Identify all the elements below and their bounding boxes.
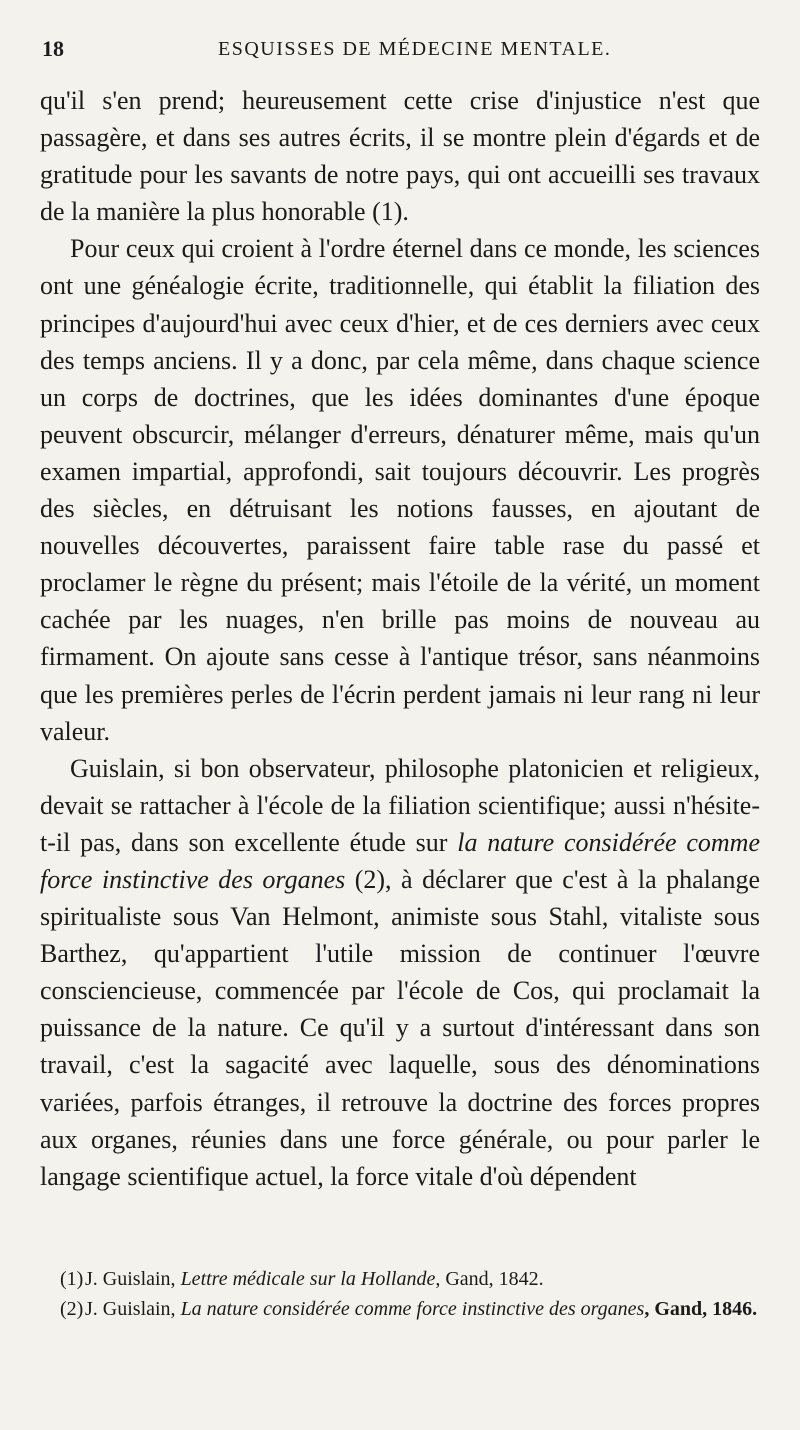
footnote [40, 1294, 760, 1324]
paragraph: qu'il s'en prend; heureusement cette crise d'injustice n'est que passagère, et dans ses autres écrits, il se montre plein d'égards et de gratitude pour les savants de notre pays, qui ont accueilli ses travaux de la manière la plus honorable (1). [40, 86, 760, 227]
paragraph-text: (2), à déclarer que c'est à la phalange spiritualiste sous Van Helmont, animiste sous Stahl, vitaliste sous Barthez, qu'appartient l'utile mission de continuer l'œuvre consciencieuse, commencée par l'école de Cos, qui proclamait la puissance de la nature. Ce qu'il y a surtout d'intéressant dans son travail, c'est la sagacité avec laquelle, sous des dénominations variées, parfois étranges, il retrouve la doctrine des forces propres aux organes, réunies dans une force générale, ou pour parler le langage scientifique actuel, la force vitale d'où dépendent [40, 864, 760, 1191]
footnote-author: J. Guislain, [85, 1268, 176, 1290]
running-head [40, 28, 760, 72]
italic-title: la nature considérée comme force instinctive des organes [40, 827, 760, 894]
footnote-title: Lettre médicale sur la Hollande [180, 1268, 436, 1290]
footnote-mark: (1) [60, 1268, 84, 1290]
footnote-title: La nature considérée comme force instinctive des organes [180, 1298, 645, 1320]
paragraph-text: Guislain, si bon observateur, philosophe platonicien et religieux, devait se rattacher à l'école de la filiation scientifique; aussi n'hésite-t-il pas, dans son excellente étude sur [40, 753, 760, 857]
page-number: 18 [42, 36, 64, 61]
body-text [40, 82, 760, 1195]
footnotes [40, 1264, 760, 1324]
footnote-rest: , Gand, 1846. [644, 1298, 758, 1320]
footnote-rest: , Gand, 1842. [435, 1268, 544, 1290]
paragraph [40, 750, 760, 1195]
running-title: ESQUISSES DE MÉDECINE MENTALE. [218, 38, 612, 60]
footnote [40, 1264, 760, 1294]
footnote-mark: (2) [60, 1298, 84, 1320]
paragraph: Pour ceux qui croient à l'ordre éternel dans ce monde, les sciences ont une généalogie écrite, traditionnelle, qui établit la filiation des principes d'aujourd'hui avec ceux d'hier, et de ces derniers avec ceux des temps anciens. Il y a donc, par cela même, dans chaque science un corps de doctrines, que les idées dominantes d'une époque peuvent obscurcir, mélanger d'erreurs, dénaturer même, mais qu'un examen impartial, approfondi, sait toujours découvrir. Les progrès des siècles, en détruisant les notions fausses, en ajoutant de nouvelles découvertes, paraissent faire table rase du passé et proclamer le règne du présent; mais l'étoile de la vérité, un moment cachée par les nuages, n'en brille pas moins de nouveau au firmament. On ajoute sans cesse à l'antique trésor, sans néanmoins que les premières perles de l'écrin perdent jamais ni leur rang ni leur valeur. [40, 234, 760, 746]
footnote-author: J. Guislain, [85, 1298, 176, 1320]
